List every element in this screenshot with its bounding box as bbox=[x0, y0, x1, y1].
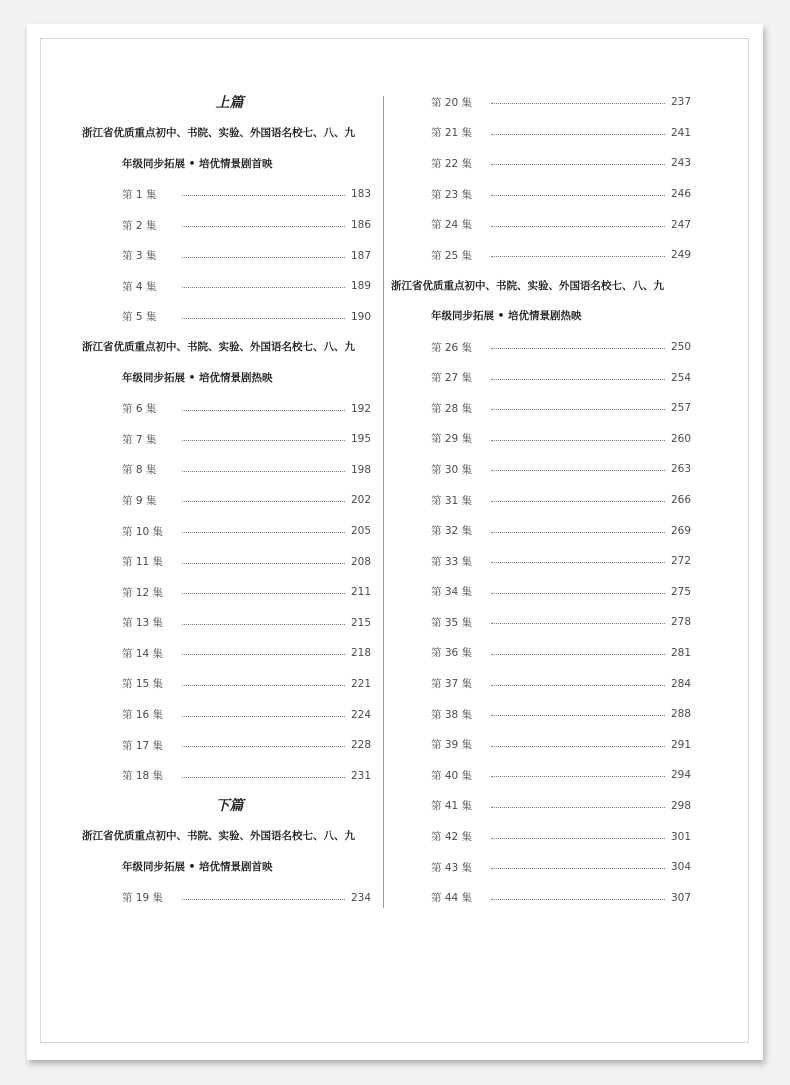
dot-leader bbox=[491, 439, 665, 441]
toc-entry[interactable] bbox=[391, 209, 691, 240]
page-number: 190 bbox=[351, 310, 372, 323]
toc-entry[interactable] bbox=[391, 148, 691, 179]
toc-entry[interactable] bbox=[391, 852, 691, 883]
toc-entry[interactable] bbox=[391, 668, 691, 699]
page-number: 294 bbox=[671, 769, 692, 782]
toc-entry-list bbox=[391, 332, 691, 913]
page-number: 257 bbox=[671, 402, 692, 415]
dot-leader bbox=[491, 745, 665, 747]
dot-leader bbox=[491, 592, 665, 594]
episode-label: 第 7 集 bbox=[122, 433, 157, 446]
toc-entry[interactable] bbox=[82, 760, 377, 791]
episode-label: 第 24 集 bbox=[431, 219, 473, 232]
episode-label: 第 13 集 bbox=[122, 617, 164, 630]
page-number: 218 bbox=[351, 647, 372, 660]
toc-entry[interactable] bbox=[82, 882, 377, 913]
toc-entry-list bbox=[82, 393, 377, 791]
dot-leader bbox=[491, 378, 665, 380]
episode-label: 第 27 集 bbox=[431, 372, 473, 385]
episode-label: 第 42 集 bbox=[431, 831, 473, 844]
episode-label: 第 6 集 bbox=[122, 403, 157, 416]
episode-label: 第 29 集 bbox=[431, 433, 473, 446]
page-number: 234 bbox=[351, 891, 372, 904]
episode-label: 第 3 集 bbox=[122, 250, 157, 263]
page-number: 272 bbox=[671, 555, 692, 568]
toc-entry[interactable] bbox=[391, 729, 691, 760]
episode-label: 第 4 集 bbox=[122, 280, 157, 293]
episode-label: 第 32 集 bbox=[431, 525, 473, 538]
toc-entry[interactable] bbox=[391, 87, 691, 118]
dot-leader bbox=[491, 163, 665, 165]
episode-label: 第 26 集 bbox=[431, 341, 473, 354]
episode-label: 第 10 集 bbox=[122, 525, 164, 538]
episode-label: 第 17 集 bbox=[122, 739, 164, 752]
dot-leader bbox=[491, 500, 665, 502]
toc-entry[interactable] bbox=[82, 546, 377, 577]
toc-entry[interactable] bbox=[391, 791, 691, 822]
page-number: 198 bbox=[351, 463, 372, 476]
page-number: 208 bbox=[351, 555, 372, 568]
dot-leader bbox=[182, 317, 345, 319]
episode-label: 第 43 集 bbox=[431, 861, 473, 874]
section-subheading: 年级同步拓展 • 培优情景剧热映 bbox=[122, 371, 273, 384]
page-number: 202 bbox=[351, 494, 372, 507]
episode-label: 第 39 集 bbox=[431, 739, 473, 752]
toc-entry[interactable] bbox=[391, 240, 691, 271]
page-number: 263 bbox=[671, 463, 692, 476]
dot-leader bbox=[182, 286, 345, 288]
toc-entry[interactable] bbox=[82, 638, 377, 669]
toc-entry[interactable] bbox=[82, 608, 377, 639]
dot-leader bbox=[491, 653, 665, 655]
page-number: 243 bbox=[671, 157, 692, 170]
dot-leader bbox=[491, 531, 665, 533]
dot-leader bbox=[491, 408, 665, 410]
dot-leader bbox=[182, 500, 345, 502]
episode-label: 第 33 集 bbox=[431, 555, 473, 568]
page-number: 250 bbox=[671, 341, 692, 354]
dot-leader bbox=[491, 622, 665, 624]
episode-label: 第 22 集 bbox=[431, 157, 473, 170]
episode-label: 第 38 集 bbox=[431, 708, 473, 721]
dot-leader bbox=[182, 562, 345, 564]
page-number: 254 bbox=[671, 371, 692, 384]
toc-entry-list bbox=[391, 87, 691, 271]
dot-leader bbox=[182, 776, 345, 778]
page-number: 192 bbox=[351, 402, 372, 415]
toc-entry[interactable] bbox=[82, 424, 377, 455]
dot-leader bbox=[182, 409, 345, 411]
episode-label: 第 15 集 bbox=[122, 678, 164, 691]
column-divider bbox=[383, 96, 384, 908]
page-number: 183 bbox=[351, 188, 372, 201]
toc-entry[interactable] bbox=[82, 210, 377, 241]
dot-leader bbox=[491, 194, 665, 196]
dot-leader bbox=[182, 623, 345, 625]
page-number: 186 bbox=[351, 219, 372, 232]
dot-leader bbox=[491, 255, 665, 257]
part-title-1: 上篇 bbox=[215, 95, 244, 111]
dot-leader bbox=[182, 470, 345, 472]
dot-leader bbox=[182, 439, 345, 441]
toc-entry[interactable] bbox=[391, 607, 691, 638]
episode-label: 第 34 集 bbox=[431, 586, 473, 599]
episode-label: 第 1 集 bbox=[122, 188, 157, 201]
page-number: 307 bbox=[671, 891, 692, 904]
toc-entry[interactable] bbox=[82, 393, 377, 424]
section-subheading: 年级同步拓展 • 培优情景剧热映 bbox=[431, 310, 582, 323]
dot-leader bbox=[491, 133, 665, 135]
toc-entry[interactable] bbox=[391, 699, 691, 730]
page-number: 288 bbox=[671, 708, 692, 721]
page-number: 249 bbox=[671, 249, 692, 262]
page-number: 224 bbox=[351, 708, 372, 721]
episode-label: 第 40 集 bbox=[431, 769, 473, 782]
page-number: 187 bbox=[351, 249, 372, 262]
page-number: 246 bbox=[671, 188, 692, 201]
dot-leader bbox=[182, 653, 345, 655]
page-number: 266 bbox=[671, 494, 692, 507]
part-title-2: 下篇 bbox=[215, 798, 244, 815]
dot-leader bbox=[491, 347, 665, 349]
episode-label: 第 23 集 bbox=[431, 188, 473, 201]
page-number: 284 bbox=[671, 677, 692, 690]
episode-label: 第 5 集 bbox=[122, 311, 157, 324]
episode-label: 第 25 集 bbox=[431, 249, 473, 262]
dot-leader bbox=[491, 469, 665, 471]
episode-label: 第 19 集 bbox=[122, 892, 164, 905]
episode-label: 第 14 集 bbox=[122, 647, 164, 660]
section-subheading: 年级同步拓展 • 培优情景剧首映 bbox=[122, 157, 273, 170]
dot-leader bbox=[491, 102, 665, 104]
page-number: 260 bbox=[671, 432, 692, 445]
toc-entry[interactable] bbox=[391, 332, 691, 363]
episode-label: 第 9 集 bbox=[122, 494, 157, 507]
toc-left-column bbox=[82, 88, 377, 913]
page-number: 247 bbox=[671, 218, 692, 231]
toc-right-column bbox=[391, 87, 691, 913]
page-number: 269 bbox=[671, 524, 692, 537]
toc-entry[interactable] bbox=[391, 393, 691, 424]
episode-label: 第 35 集 bbox=[431, 616, 473, 629]
page-number: 304 bbox=[671, 861, 692, 874]
dot-leader bbox=[182, 225, 345, 227]
toc-entry[interactable] bbox=[82, 240, 377, 271]
page-number: 231 bbox=[351, 769, 372, 782]
section-heading: 浙江省优质重点初中、书院、实验、外国语名校七、八、九 bbox=[82, 830, 355, 843]
dot-leader bbox=[491, 684, 665, 686]
dot-leader bbox=[182, 531, 345, 533]
toc-entry[interactable] bbox=[82, 179, 377, 210]
section-heading: 浙江省优质重点初中、书院、实验、外国语名校七、八、九 bbox=[82, 127, 355, 139]
dot-leader bbox=[491, 806, 665, 808]
episode-label: 第 41 集 bbox=[431, 800, 473, 813]
toc-entry-list bbox=[82, 882, 377, 913]
episode-label: 第 16 集 bbox=[122, 709, 164, 722]
episode-label: 第 37 集 bbox=[431, 678, 473, 691]
page-number: 205 bbox=[351, 525, 372, 538]
toc-entry[interactable] bbox=[82, 485, 377, 516]
episode-label: 第 12 集 bbox=[122, 586, 164, 599]
toc-entry[interactable] bbox=[391, 638, 691, 669]
page-number: 298 bbox=[671, 799, 692, 812]
toc-entry-list bbox=[82, 179, 377, 332]
dot-leader bbox=[182, 256, 345, 258]
toc-entry[interactable] bbox=[391, 515, 691, 546]
page-number: 301 bbox=[671, 830, 692, 843]
page-number: 189 bbox=[351, 280, 372, 293]
dot-leader bbox=[491, 714, 665, 716]
toc-entry[interactable] bbox=[82, 516, 377, 547]
page-number: 215 bbox=[351, 616, 372, 629]
section-heading: 浙江省优质重点初中、书院、实验、外国语名校七、八、九 bbox=[391, 279, 664, 292]
episode-label: 第 28 集 bbox=[431, 402, 473, 415]
dot-leader bbox=[182, 592, 345, 594]
toc-entry[interactable] bbox=[391, 454, 691, 485]
episode-label: 第 21 集 bbox=[431, 127, 473, 140]
dot-leader bbox=[491, 775, 665, 777]
page-number: 275 bbox=[671, 585, 692, 598]
section-subheading: 年级同步拓展 • 培优情景剧首映 bbox=[122, 860, 273, 873]
episode-label: 第 44 集 bbox=[431, 892, 473, 905]
dot-leader bbox=[491, 561, 665, 563]
dot-leader bbox=[491, 867, 665, 869]
toc-entry[interactable] bbox=[391, 760, 691, 791]
dot-leader bbox=[182, 715, 345, 717]
page-number: 211 bbox=[351, 586, 372, 599]
dot-leader bbox=[491, 898, 665, 900]
toc-entry[interactable] bbox=[391, 362, 691, 393]
toc-entry[interactable] bbox=[391, 577, 691, 608]
episode-label: 第 36 集 bbox=[431, 647, 473, 660]
dot-leader bbox=[182, 745, 345, 747]
dot-leader bbox=[182, 684, 345, 686]
dot-leader bbox=[491, 837, 665, 839]
toc-entry[interactable] bbox=[391, 882, 691, 913]
toc-entry[interactable] bbox=[391, 546, 691, 577]
page-number: 278 bbox=[671, 616, 692, 629]
page-number: 221 bbox=[351, 677, 372, 690]
page-number: 195 bbox=[351, 433, 372, 446]
toc-entry[interactable] bbox=[82, 302, 377, 333]
toc-entry[interactable] bbox=[82, 730, 377, 761]
page-number: 241 bbox=[671, 126, 692, 139]
dot-leader bbox=[182, 194, 345, 196]
episode-label: 第 18 集 bbox=[122, 770, 164, 783]
toc-entry[interactable] bbox=[391, 821, 691, 852]
episode-label: 第 2 集 bbox=[122, 219, 157, 232]
page-number: 281 bbox=[671, 646, 692, 659]
episode-label: 第 8 集 bbox=[122, 464, 157, 477]
section-heading: 浙江省优质重点初中、书院、实验、外国语名校七、八、九 bbox=[82, 341, 355, 354]
toc-entry[interactable] bbox=[82, 669, 377, 700]
toc-entry[interactable] bbox=[391, 179, 691, 210]
dot-leader bbox=[182, 898, 345, 900]
toc-entry[interactable] bbox=[391, 485, 691, 516]
episode-label: 第 11 集 bbox=[122, 556, 164, 569]
toc-entry[interactable] bbox=[82, 699, 377, 730]
toc-entry[interactable] bbox=[82, 577, 377, 608]
page-number: 237 bbox=[671, 96, 692, 109]
toc-entry[interactable] bbox=[391, 118, 691, 149]
toc-entry[interactable] bbox=[391, 424, 691, 455]
toc-entry[interactable] bbox=[82, 271, 377, 302]
page-number: 228 bbox=[351, 739, 372, 752]
toc-entry[interactable] bbox=[82, 455, 377, 486]
episode-label: 第 31 集 bbox=[431, 494, 473, 507]
episode-label: 第 20 集 bbox=[431, 96, 473, 109]
page-number: 291 bbox=[671, 738, 692, 751]
dot-leader bbox=[491, 225, 665, 227]
episode-label: 第 30 集 bbox=[431, 463, 473, 476]
